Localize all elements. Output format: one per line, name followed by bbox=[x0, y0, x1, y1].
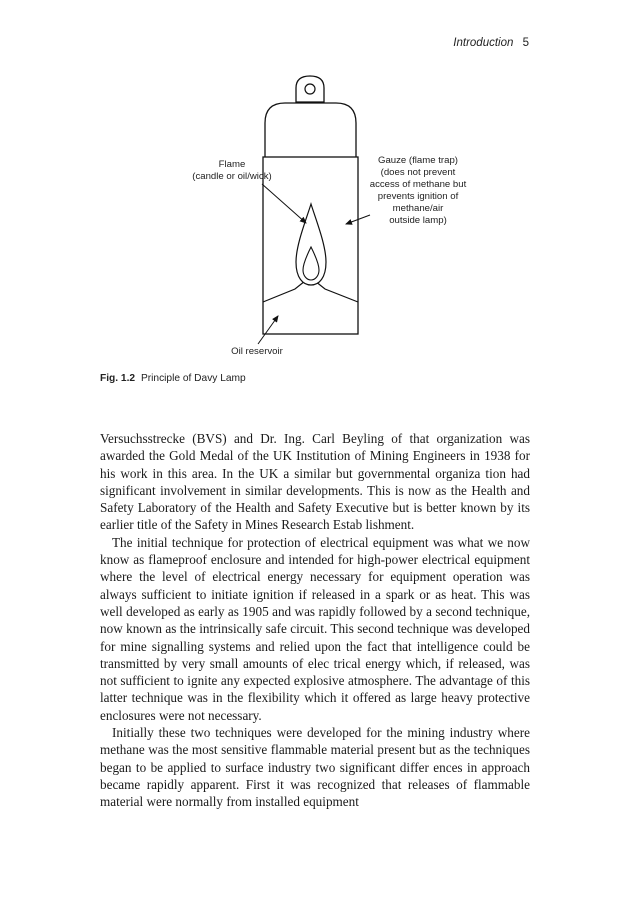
gauze-label: Gauze (flame trap) (does not prevent access of methane but prevents ignition of methane/air outside lamp) bbox=[369, 155, 467, 226]
lamp-ring-hole bbox=[305, 84, 315, 94]
body-text bbox=[100, 430, 530, 811]
flame-pointer-arrow bbox=[262, 184, 306, 223]
paragraph: The initial technique for protection of electrical equipment was what we now know as flameproof enclosure and intended for high-power electrical equipment where the level of electrical energy necessary for equipment operation was always sufficient to initiate ignition if released in a spark or as heat. This was well developed as early as 1905 and was rapidly followed by a second technique, now known as the intrinsically safe circuit. This second technique was developed for mine signalling systems and relied upon the fact that intelligence could be transmitted by very small amounts of elec trical energy which, if released, was not sufficient to ignite any expected explosive atmosphere. The advantage of this latter technique was in the flexibility which it offered as large heavy protective enclosures were not necessary. bbox=[100, 534, 530, 723]
lamp-cap bbox=[265, 103, 356, 157]
page-number: 5 bbox=[522, 37, 529, 49]
figure-caption-text: Principle of Davy Lamp bbox=[140, 373, 246, 384]
figure-number: Fig. 1.2 bbox=[100, 373, 136, 384]
davy-lamp-figure bbox=[0, 0, 631, 400]
paragraph: Initially these two techniques were developed for the mining industry where methane was the most sensitive flammable material present but as the techniques began to be applied to surface industry two significant differ ences in approach became rapidly apparent. First it was recognized that releases of flammable material were normally from installed equipment bbox=[100, 725, 530, 810]
running-head-title: Introduction bbox=[453, 37, 514, 49]
flame-label: Flame (candle or oil/wick) bbox=[192, 159, 272, 182]
paragraph: Versuchsstrecke (BVS) and Dr. Ing. Carl Beyling of that organization was awarded the Gold Medal of the UK Institution of Mining Engineers in 1938 for his work in this area. In the UK a similar but governmental organiza tion had significant involvement in similar developments. This is now as the Health and Safety Laboratory of the Health and Safety Executive but is better known by its earlier title of the Safety in Mines Research Estab lishment. bbox=[100, 431, 530, 533]
figure-caption bbox=[100, 373, 246, 384]
oil-reservoir-label: Oil reservoir bbox=[231, 346, 283, 357]
davy-lamp-diagram bbox=[0, 0, 631, 400]
oil-reservoir-pointer-arrow bbox=[258, 316, 278, 344]
